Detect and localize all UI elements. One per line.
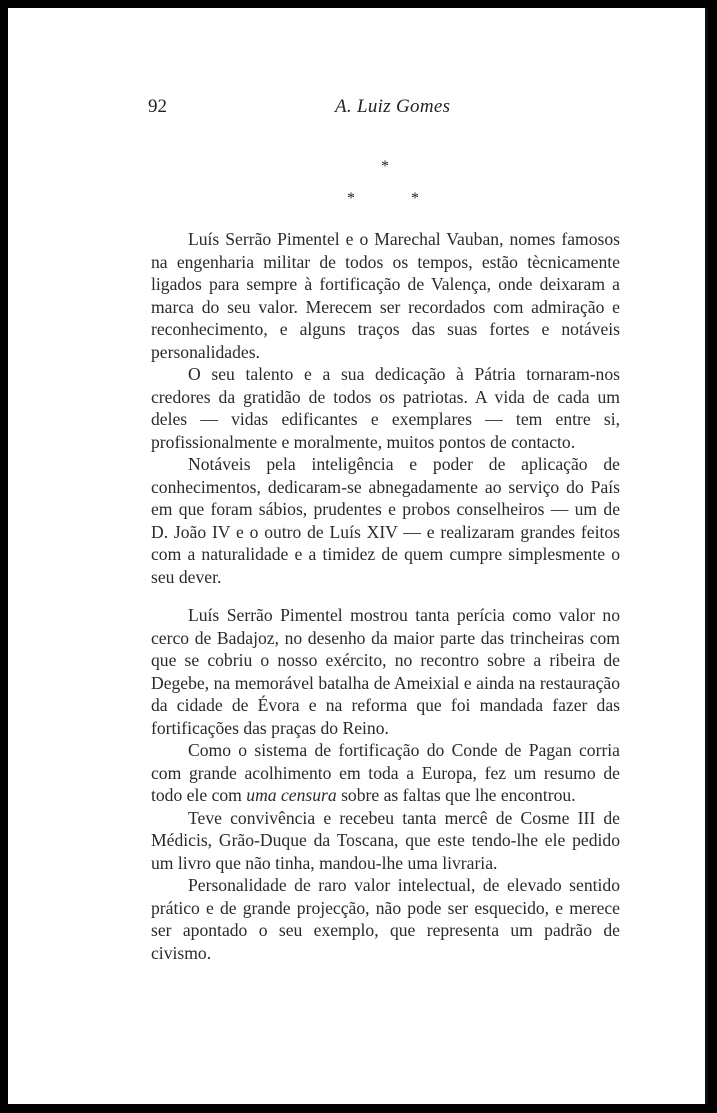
paragraph: Notáveis pela inteligência e poder de aplicação de conhecimentos, dedicaram-se abnegadamente ao serviço do País em que foram sábios, prudentes e probos conselheiros — um de D. João IV e o outro de Luís XIV — e realizaram grandes feitos com a naturalidade e a timidez de quem cumpre simplesmente o seu dever. [151,454,620,587]
page-header [8,96,705,122]
italic-title: uma censura [246,785,337,805]
asterisk-right: * [411,190,419,207]
section-two [151,604,620,964]
paragraph-text: sobre as faltas que lhe encontrou. [336,785,576,805]
paragraph: Teve convivência e recebeu tanta mercê de Cosme III de Médicis, Grão-Duque da Toscana, que este tendo-lhe ele pedido um livro que não tinha, mandou-lhe uma livraria. [151,807,620,873]
section-one [151,228,620,588]
paragraph: Luís Serrão Pimentel e o Marechal Vauban, nomes famosos na engenharia militar de todos os tempos, estão tècnicamente ligados para sempre à fortificação de Valença, onde deixaram a marca do seu valor. Merecem ser recordados com admiração e reconhecimento, e alguns traços das suas fortes e notáveis personalidades. [151,229,620,362]
asterisk-left: * [347,190,355,207]
paragraph: Personalidade de raro valor intelectual, de elevado sentido prático e de grande projecção, não pode ser esquecido, e merece ser apontado o seu exemplo, que representa um padrão de civismo. [151,875,620,963]
running-head: A. Luiz Gomes [335,96,451,117]
paragraph: Luís Serrão Pimentel mostrou tanta perícia como valor no cerco de Badajoz, no desenho da maior parte das trincheiras com que se cobriu o nosso exército, no recontro sobre a ribeira de Degebe, na memorável batalha de Ameixial e ainda na restauração da cidade de Évora e na reforma que foi mandada fazer das fortificações das praças do Reino. [151,605,620,738]
paragraph-text: Como o sistema de fortificação do Conde de Pagan corria com grande acolhimento em toda a Europa, fez um resumo de todo ele com [151,740,620,805]
paragraph-pagan [151,739,620,807]
paragraph: O seu talento e a sua dedicação à Pátria tornaram-nos credores da gratidão de todos os patriotas. A vida de cada um deles — vidas edificantes e exemplares — tem entre si, profissionalmente e moralmente, muitos pontos de contacto. [151,364,620,452]
book-page [8,8,708,1104]
asterisk-top: * [381,158,389,175]
page-number: 92 [148,96,167,117]
